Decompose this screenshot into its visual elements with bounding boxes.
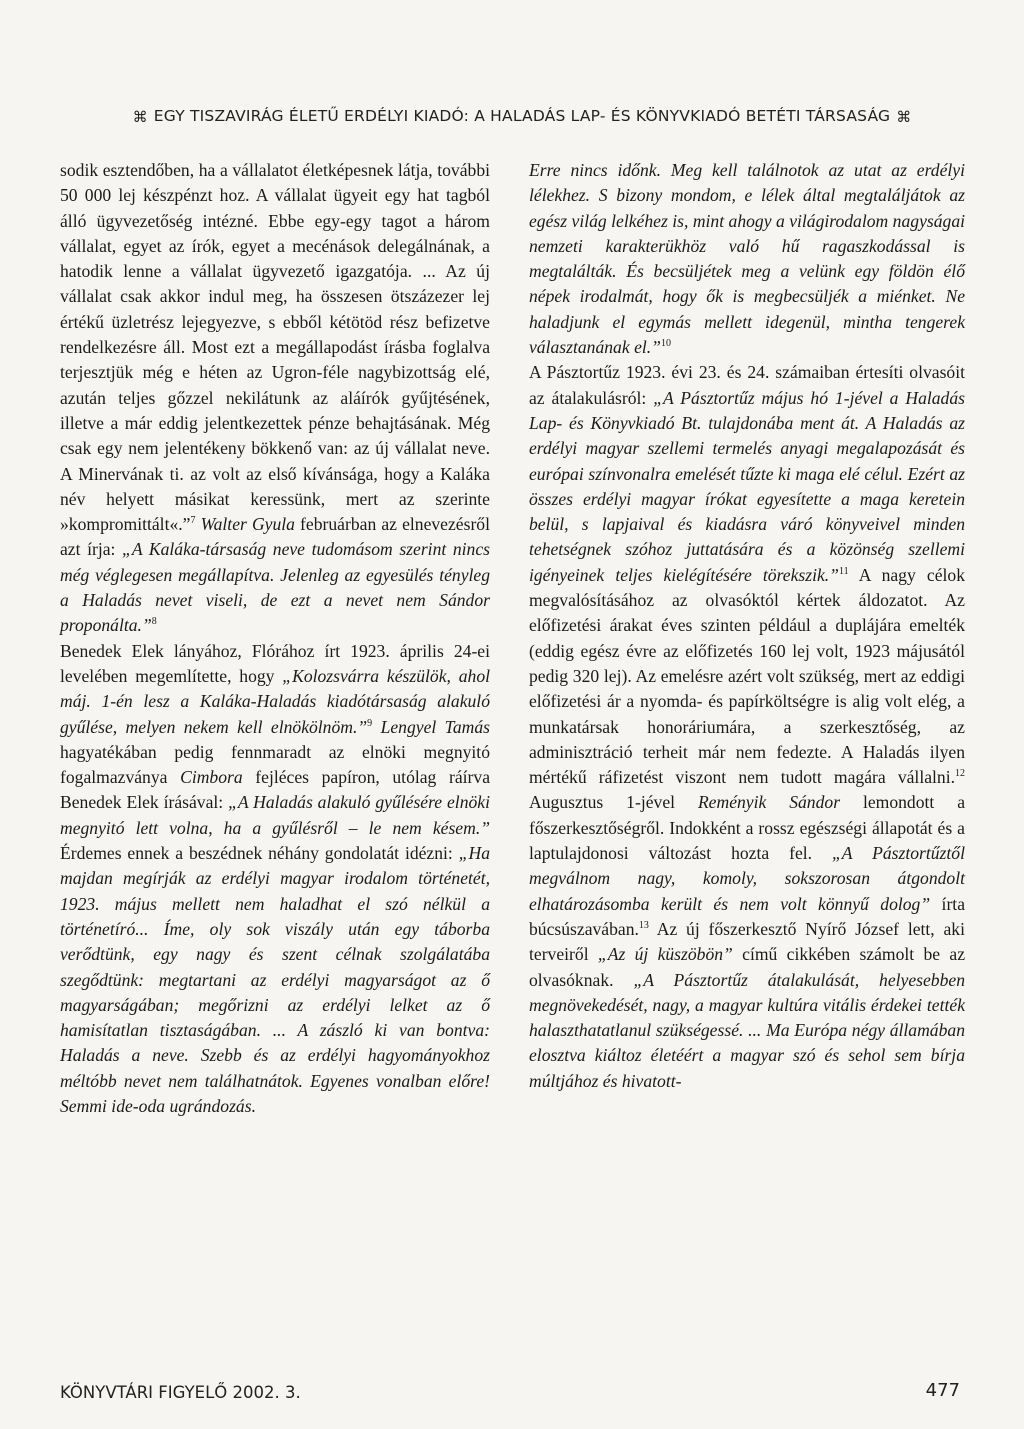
- page-number: 477: [925, 1380, 960, 1401]
- quote: „Az új küszöbön”: [597, 944, 733, 965]
- footnote-ref: 13: [638, 919, 649, 931]
- footnote-ref: 9: [367, 717, 373, 729]
- paragraph: [529, 158, 965, 360]
- ornament-icon: ⌘: [132, 108, 148, 126]
- quote: „Kolozsvárra készülök, ahol máj. 1-én lesz a Kaláka-Haladás kiadótársaság alakuló gyűlése, melyen nekem kell elnökölnöm.”: [60, 665, 491, 737]
- ornament-icon: ⌘: [896, 108, 912, 126]
- quote: „A Pásztortűztől megválnom nagy, komoly, sokszorosan átgondolt elhatározásomba került és nem volt könnyű dolog”: [529, 843, 965, 914]
- paragraph: Benedek Elek lányához, Flórához írt 1923. április 24-ei levelében megemlítette, hogy „Kolozsvárra készülök, ahol máj. 1-én lesz a Kaláka-Haladás kiadótársaság alakuló gyűlése, melyen nekem kell elnökölnöm.”$^9$ Lengyel Tamás hagyatékában pedig fennmaradt az elnöki megnyitó fogalmazványa Cimbora fejléces papíron, utólag ráírva Benedek Elek írásával: „A Haladás alakuló gyűlésére elnöki megnyitó lett volna, ha a gyűlésről – le nem késem.” Érdemes ennek a beszédnek néhány gondolatát idézni: „Ha majdan megírják az erdélyi magyar irodalom történetét, 1923. május mellett nem haladhat el szó nélkül a történetíró... Íme, oly sok viszály után egy táborba verődtünk, egy nagy és szent célnak szolgálatába szegődtünk: megtartani az erdélyi magyarságot az ő magyarságában; megőrizni az erdélyi lelket az ő hamisítatlan tisztaságában. ... A zászló ki van bontva: Haladás a neve. Szebb és az erdélyi hagyományokhoz méltóbb nevet nem találhatnátok. Egyenes vonalban előre! Semmi ide-oda ugrándozás.: [60, 640, 491, 1116]
- header-title: EGY TISZAVIRÁG ÉLETŰ ERDÉLYI KIADÓ: A HALADÁS LAP- ÉS KÖNYVKIADÓ BETÉTI TÁRSASÁG: [153, 107, 891, 125]
- quote: „A Pásztortűz átalakulását, helyesebben megnövekedését, nagy, a magyar kultúra vitális érdekei tették halaszthatatlanul szükségessé. ... Ma Európa négy államában elosztva kiáltoz életéért a magyar szó és sehol sem bírja múltjához és hivatott-: [529, 969, 965, 1091]
- journal-footer: KÖNYVTÁRI FIGYELŐ 2002. 3.: [60, 1383, 301, 1402]
- running-header: [82, 107, 962, 126]
- right-column: [529, 158, 965, 1094]
- quote: „A Pásztortűz május hó 1-jével a Haladás Lap- és Könyvkiadó Bt. tulajdonába ment át. A Haladás az erdélyi magyar szellemi termelés anyagi megalapozását és európai színvonalra emelését tűzte ki maga elé célul. Ezért az összes erdélyi magyar írókat egyesítette a maga keretein belül, s lapjaival és kiadásra váró könyveivel minden tehetségnek szóhoz juttatására és a közönség szellemi igényeinek teljes kielégítésére törekszik.”: [529, 387, 965, 585]
- quote: „A Haladás alakuló gyűlésére elnöki megnyitó lett volna, ha a gyűlésről – le nem késem.”: [60, 792, 490, 838]
- quote: Erre nincs időnk. Meg kell találnotok az utat az erdélyi lélekhez. S bizony mondom, e lélek által megtaláljátok az egész világ lelkéhez is, mint ahogy a világirodalom nagyságai nemzeti karakterükhöz való hű ragaszkodással is megtalálták. És becsüljétek meg a velünk egy földön élő népek irodalmát, hogy ők is megbecsüljék a miénket. Ne haladjunk el egymás mellett idegenül, mintha tengerek választanának el.”: [529, 160, 965, 358]
- paragraph: sodik esztendőben, ha a vállalatot életképesnek látja, további 50 000 lej készpénzt hoz. A vállalat ügyeit egy hat tagból álló ügyvezetőség intézné. Ebbe egy-egy tagot a három vállalat, egyet az írók, egyet a mecénások delegálnának, a hatodik lenne a vállalat ügyvezető igazgatója. ... Az új vállalat csak akkor indul meg, ha összesen ötszázezer lej értékű üzletrész lejegyezve, s ebből kétötöd rész befizetve rendelkezésre áll. Most ezt a megállapodást írásba foglalva terjesztjük még e héten az Ugron-féle nagybizottság elé, azután teljes gőzzel nekilátunk az aláírók gyűjtésének, illetve a már eddig jelentkezettek pénze behajtásának. Még csak egy nem jelentékeny bökkenő van: az új vállalat neve. A Minervának ti. az volt az első kívánsága, hogy a Kaláka név helyett másikat keressünk, mert az szerinte »kompromittált«.”$^7$ Walter Gyula februárban az elnevezésről azt írja: „A Kaláka-társaság neve tudomásom szerint nincs még véglegesen megállapítva. Jelenleg az egyesülés tényleg a Haladás nevet viseli, de ezt a nevet nem Sándor proponálta.”$^8$: [60, 160, 490, 636]
- footnote-ref: 7: [190, 515, 196, 527]
- footnote-ref: 8: [151, 616, 157, 628]
- footnote-ref: 11: [838, 565, 849, 577]
- quote: „A Kaláka-társaság neve tudomásom szerint nincs még véglegesen megállapítva. Jelenleg az egyesülés tényleg a Haladás nevet viseli, de ezt a nevet nem Sándor proponálta.”: [60, 539, 490, 636]
- footnote-ref: 12: [955, 768, 965, 780]
- quote: „Ha majdan megírják az erdélyi magyar irodalom történetét, 1923. május mellett nem haladhat el szó nélkül a történetíró... Íme, oly sok viszály után egy táborba verődtünk, egy nagy és szent célnak szolgálatába szegődtünk: megtartani az erdélyi magyarságot az ő magyarságában; megőrizni az erdélyi lelket az ő hamisítatlan tisztaságában. ... A zászló ki van bontva: Haladás a neve. Szebb és az erdélyi hagyományokhoz méltóbb nevet nem találhatnátok. Egyenes vonalban előre! Semmi ide-oda ugrándozás.: [60, 843, 490, 1116]
- left-column: [60, 158, 490, 1119]
- footnote-ref: 10: [660, 338, 671, 350]
- paragraph: A Pásztortűz 1923. évi 23. és 24. számaiban értesíti olvasóit az átalakulásról: „A Pásztortűz május hó 1-jével a Haladás Lap- és Könyvkiadó Bt. tulajdonába ment át. A Haladás az erdélyi magyar szellemi termelés anyagi megalapozását és európai színvonalra emelését tűzte ki maga elé célul. Ezért az összes erdélyi magyar írókat egyesítette a maga keretein belül, s lapjaival és kiadásra váró könyveivel minden tehetségnek szóhoz juttatására és a közönség szellemi igényeinek teljes kielégítésére törekszik.”$^{11}$ A nagy célok megvalósításához az olvasóktól kértek áldozatot. Az előfizetési árakat éves szinten például a duplájára emelték (eddig egész évre az előfizetés 160 lej volt, 1923 májusától pedig 320 lej). Az emelésre azért volt szükség, mert az eddigi előfizetési ár a nyomda- és papírköltségre is alig volt elég, a munkatársak honoráriumára, a szerkesztőség, az adminisztráció terheit már nem fedezte. A Haladás ilyen mértékű ráfizetést viszont nem tudott magára vállalni.$^{12}$ Augusztus 1-jével Reményik Sándor lemondott a főszerkesztőségről. Indokként a rossz egészségi állapotát és a laptulajdonosi változást hozta fel. „A Pásztortűztől megválnom nagy, komoly, sokszorosan átgondolt elhatározásomba került és nem volt könnyű dolog” írta búcsúszavában.$^{13}$ Az új főszerkesztő Nyírő József lett, aki terveiről „Az új küszöbön” című cikkében számolt be az olvasóknak. „A Pásztortűz átalakulását, helyesebben megnövekedését, nagy, a magyar kultúra vitális érdekei tették halaszthatatlanul szükségessé. ... Ma Európa négy államában elosztva kiáltoz életéért a magyar szó és sehol sem bírja múltjához és hivatott-: [529, 362, 966, 1091]
